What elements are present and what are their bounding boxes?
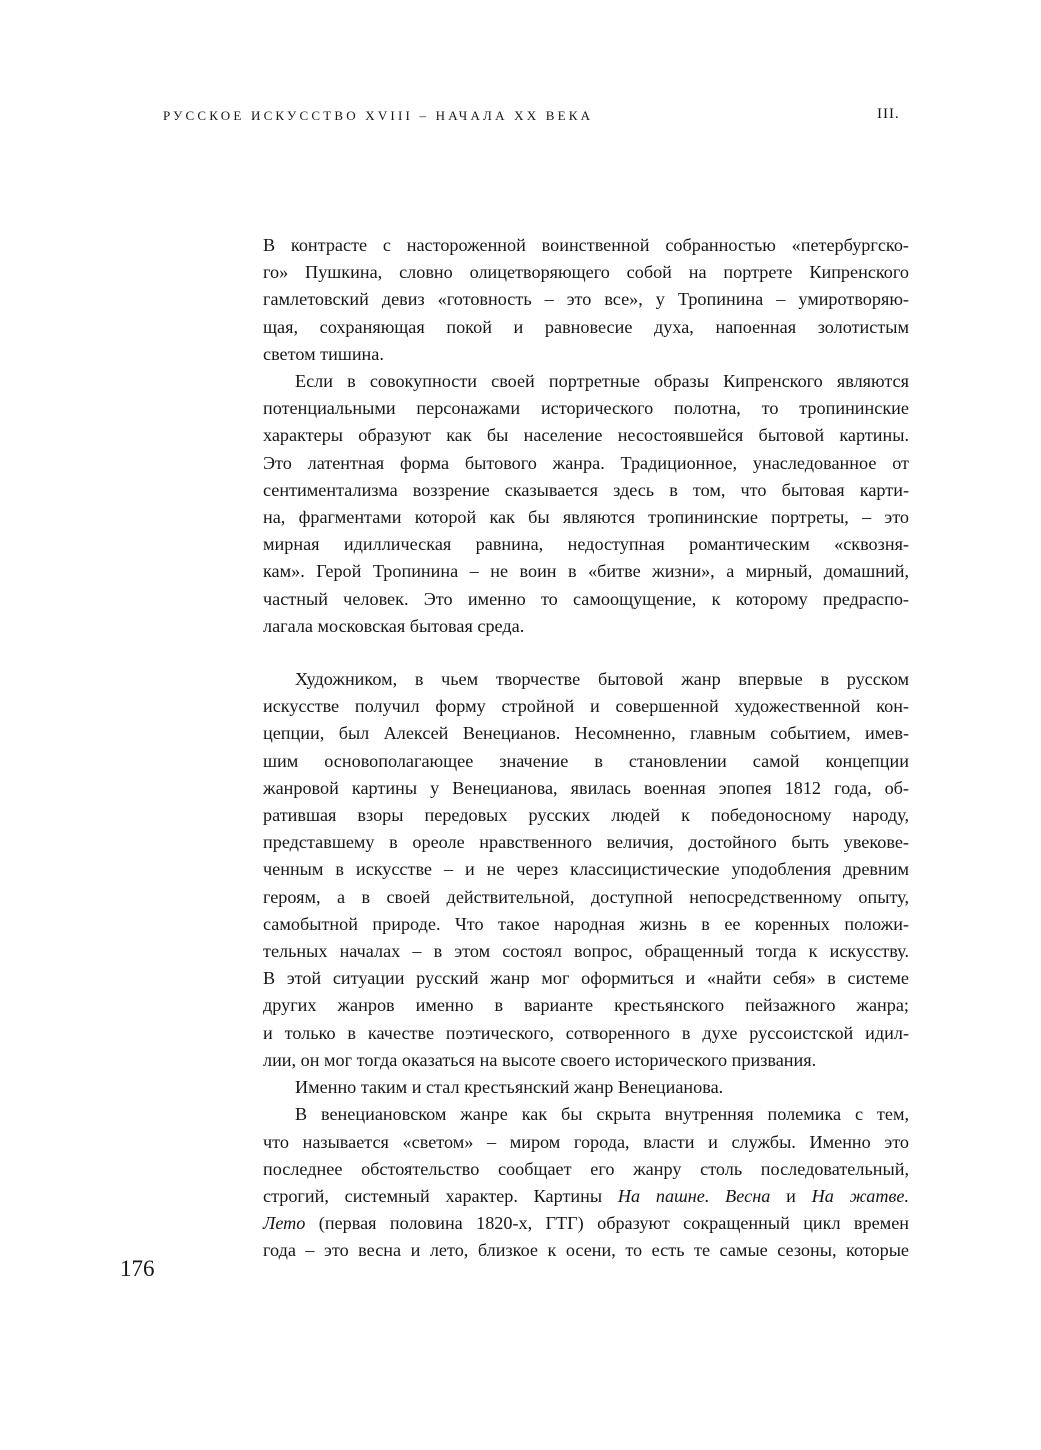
text-line: светом тишина. [263,343,384,364]
text-line: ратившая взоры передовых русских людей к победоносному народу, [263,805,909,826]
artwork-title: Лето [263,1213,306,1234]
text-line: на, фрагментами которой как бы являются тропининские портреты, – это [263,507,909,528]
text-line: и только в качестве поэтического, сотворенного в духе руссоистской идил- [263,1022,909,1043]
text-line: последнее обстоятельство сообщает его жанру столь последовательный, [263,1158,909,1179]
text-line [263,1183,909,1210]
text-line: сентиментализма воззрение сказывается здесь в том, что бытовая карти- [263,479,909,500]
text-line: года – это весна и лето, близкое к осени, то есть те самые сезоны, которые [263,1240,909,1261]
text-segment: строгий, системный характер. Картины [263,1185,603,1206]
text-line: В этой ситуации русский жанр мог оформиться и «найти себя» в системе [263,968,909,989]
chapter-number: III. [877,106,900,122]
text-line: искусстве получил форму стройной и совершенной художественной кон- [263,696,909,717]
text-line: тельных началах – в этом состоял вопрос, обращенный тогда к искусству. [263,941,909,962]
text-line: героям, а в своей действительной, доступной непосредственному опыту, [263,886,909,907]
text-line: лагала московская бытовая среда. [263,615,525,636]
text-line: Художником, в чьем творчестве бытовой жанр впервые в русском [295,669,909,690]
text-line: жанровой картины у Венецианова, явилась военная эпопея 1812 года, об- [263,777,909,798]
text-line: Именно таким и стал крестьянский жанр Венецианова. [295,1077,724,1098]
page-number: 176 [120,1256,155,1281]
text-line: что называется «светом» – миром города, власти и службы. Именно это [263,1131,909,1152]
text-line: представшему в ореоле нравственного величия, достойного быть увекове- [263,832,909,853]
artwork-title: На пашне. Весна [617,1185,771,1206]
text-line: В венециановском жанре как бы скрыта внутренняя полемика с тем, [295,1104,909,1125]
text-line: цепции, был Алексей Венецианов. Несомненно, главным событием, имев- [263,723,909,744]
text-line: характеры образуют как бы население несостоявшейся бытовой картины. [263,425,909,446]
text-line: потенциальными персонажами исторического полотна, то тропининские [263,398,909,419]
text-line: Если в совокупности своей портретные образы Кипренского являются [295,371,909,392]
section-gap [263,640,909,666]
text-segment: и [786,1185,796,1206]
text-line: самобытной природе. Что такое народная жизнь в ее коренных положи- [263,913,909,934]
body-text [263,232,909,1265]
text-line: гамлетовский девиз «готовность – это все», у Тропинина – умиротворяю- [263,289,909,310]
text-line: частный человек. Это именно то самоощущение, к которому предраспо- [263,588,909,609]
text-line: шим основополагающее значение в становлении самой концепции [263,750,909,771]
text-line: мирная идиллическая равнина, недоступная романтическим «сквозня- [263,534,909,555]
text-line: го» Пушкина, словно олицетворяющего собой на портрете Кипренского [263,262,909,283]
text-line [263,1210,909,1237]
text-line: других жанров именно в варианте крестьянского пейзажного жанра; [263,995,909,1016]
artwork-title: На жатве. [811,1185,909,1206]
text-line: ченным в искусстве – и не через классицистические уподобления древним [263,859,909,880]
text-line: лии, он мог тогда оказаться на высоте своего исторического призвания. [263,1049,817,1070]
running-head: РУССКОЕ ИСКУССТВО XVIII – НАЧАЛА XX ВЕКА [163,108,594,123]
text-line: кам». Герой Тропинина – не воин в «битве жизни», а мирный, домашний, [263,561,909,582]
text-line: Это латентная форма бытового жанра. Традиционное, унаследованное от [263,452,909,473]
text-segment: (первая половина 1820-х, ГТГ) образуют сокращенный цикл времен [318,1213,910,1234]
text-line: В контрасте с настороженной воинственной собранностью «петербургско- [263,235,909,255]
text-line: щая, сохраняющая покой и равновесие духа, напоенная золотистым [263,316,909,337]
